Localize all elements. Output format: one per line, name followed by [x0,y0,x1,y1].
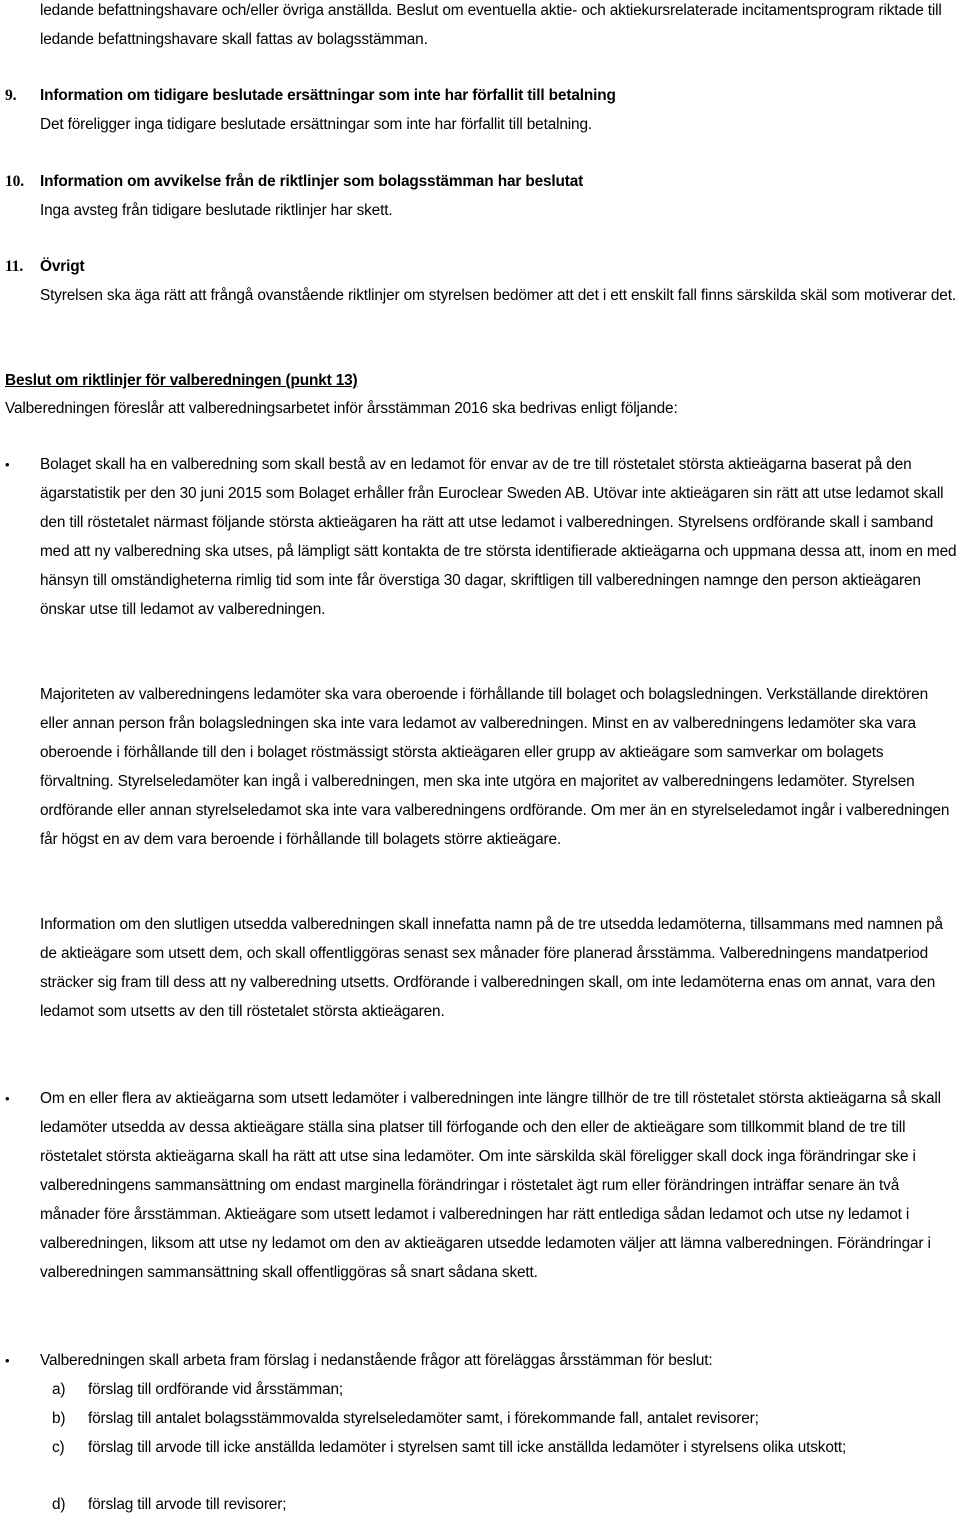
item-body: Det föreligger inga tidigare beslutade ersättningar som inte har förfallit till betalning. [40,116,592,133]
item-number: 9. [5,87,17,104]
bullet-marker: • [5,457,10,472]
intro-paragraph: ledande befattningshavare och/eller övriga anställda. Beslut om eventuella aktie- och aktiekursrelaterade incitamentsprogram riktade till ledande befattningshavare skall fattas av bolagsstämman. [40,2,942,48]
sub-item-label: c) [52,1439,65,1456]
sub-item-label: a) [52,1381,66,1398]
sub-item-text: förslag till antalet bolagsstämmovalda styrelseledamöter samt, i förekommande fall, antalet revisorer; [88,1410,759,1427]
bullet-paragraph: Information om den slutligen utsedda valberedningen skall innefatta namn på de tre utsedda ledamöterna, tillsammans med namnen på de aktieägare som utsett dem, och skall offentliggöras senast sex månader före planerad årsstämma. Valberedningens mandatperiod sträcker sig fram till dess att ny valberedning utsetts. Ordförande i valberedningen skall, om inte ledamöterna enas om annat, vara den ledamot som utsetts av den till röstetalet största aktieägaren. [40,916,943,1020]
sub-item-text: förslag till arvode till icke anställda ledamöter i styrelsen samt till icke anställda ledamöter i styrelsens olika utskott; [88,1439,847,1456]
bullet-marker: • [5,1353,10,1368]
sub-item-text: förslag till arvode till revisorer; [88,1496,287,1513]
sub-item-text: förslag till ordförande vid årsstämman; [88,1381,344,1398]
bullet-paragraph: Om en eller flera av aktieägarna som utsett ledamöter i valberedningen inte längre tillhör de tre till röstetalet största aktieägarna så skall ledamöter utsedda av dessa aktieägare ställa sina platser till förfogande och den eller de aktieägare som tillkommit bland de tre till röstetalet största aktieägarna skall ha rätt att utse sina ledamöter. Om inte särskilda skäl föreligger skall dock inga förändringar ske i valberedningens sammansättning om endast marginella förändringar i röstetalet ägt rum eller förändringen inträffar senare än två månader före årsstämman. Aktieägare som utsett ledamot i valberedningen har rätt entlediga sådan ledamot och utse ny ledamot i valberedningen, liksom att utse ny ledamot om den av aktieägaren utsedde ledamoten väljer att lämna valberedningen. Förändringar i valberedningen sammansättning skall offentliggöras så snart sådana skett. [40,1090,941,1281]
section-title: Beslut om riktlinjer för valberedningen (punkt 13) [5,372,358,389]
item-heading: Information om tidigare beslutade ersättningar som inte har förfallit till betalning [40,87,616,104]
item-number: 11. [5,258,24,275]
item-body: Styrelsen ska äga rätt att frångå ovanstående riktlinjer om styrelsen bedömer att det i ett enskilt fall finns särskilda skäl som motiverar det. [40,287,956,304]
item-body: Inga avsteg från tidigare beslutade riktlinjer har skett. [40,202,393,219]
item-number: 10. [5,173,24,190]
bullet-marker: • [5,1091,10,1106]
item-heading: Övrigt [40,258,85,275]
sub-item-label: b) [52,1410,66,1427]
section-intro: Valberedningen föreslår att valberedningsarbetet inför årsstämman 2016 ska bedrivas enligt följande: [5,400,678,417]
bullet-paragraph: Majoriteten av valberedningens ledamöter ska vara oberoende i förhållande till bolaget och bolagsledningen. Verkställande direktören eller annan person från bolagsledningen ska inte vara ledamot av valberedningen. Minst en av valberedningens ledamöter ska vara oberoende i förhållande till den i bolaget röstmässigt största aktieägaren eller grupp av aktieägare som samverkar om bolagets förvaltning. Styrelseledamöter kan ingå i valberedningen, men ska inte utgöra en majoritet av valberedningens ledamöter. Styrelsen ordförande eller annan styrelseledamot ska inte vara valberedningens ordförande. Om mer än en styrelseledamot ingår i valberedningen får högst en av dem vara beroende i förhållande till bolagets större aktieägare. [40,686,950,848]
bullet-paragraph: Valberedningen skall arbeta fram förslag i nedanstående frågor att föreläggas årsstämman för beslut: [40,1352,713,1369]
bullet-paragraph: Bolaget skall ha en valberedning som skall bestå av en ledamot för envar av de tre till röstetalet största aktieägarna baserat på den ägarstatistik per den 30 juni 2015 som Bolaget erhåller från Euroclear Sweden AB. Utövar inte aktieägaren sin rätt att utse ledamot skall den till röstetalet närmast följande största aktieägaren ha rätt att utse ledamot i valberedningen. Styrelsens ordförande skall i samband med att ny valberedning ska utses, på lämpligt sätt kontakta de tre största identifierade aktieägarna och uppmana dessa att, inom en med hänsyn till omständigheterna rimlig tid som inte får överstiga 30 dagar, skriftligen till valberedningen namnge den person aktieägaren önskar utse till ledamot av valberedningen. [40,456,957,618]
item-heading: Information om avvikelse från de riktlinjer som bolagsstämman har beslutat [40,173,584,190]
sub-item-label: d) [52,1496,66,1513]
